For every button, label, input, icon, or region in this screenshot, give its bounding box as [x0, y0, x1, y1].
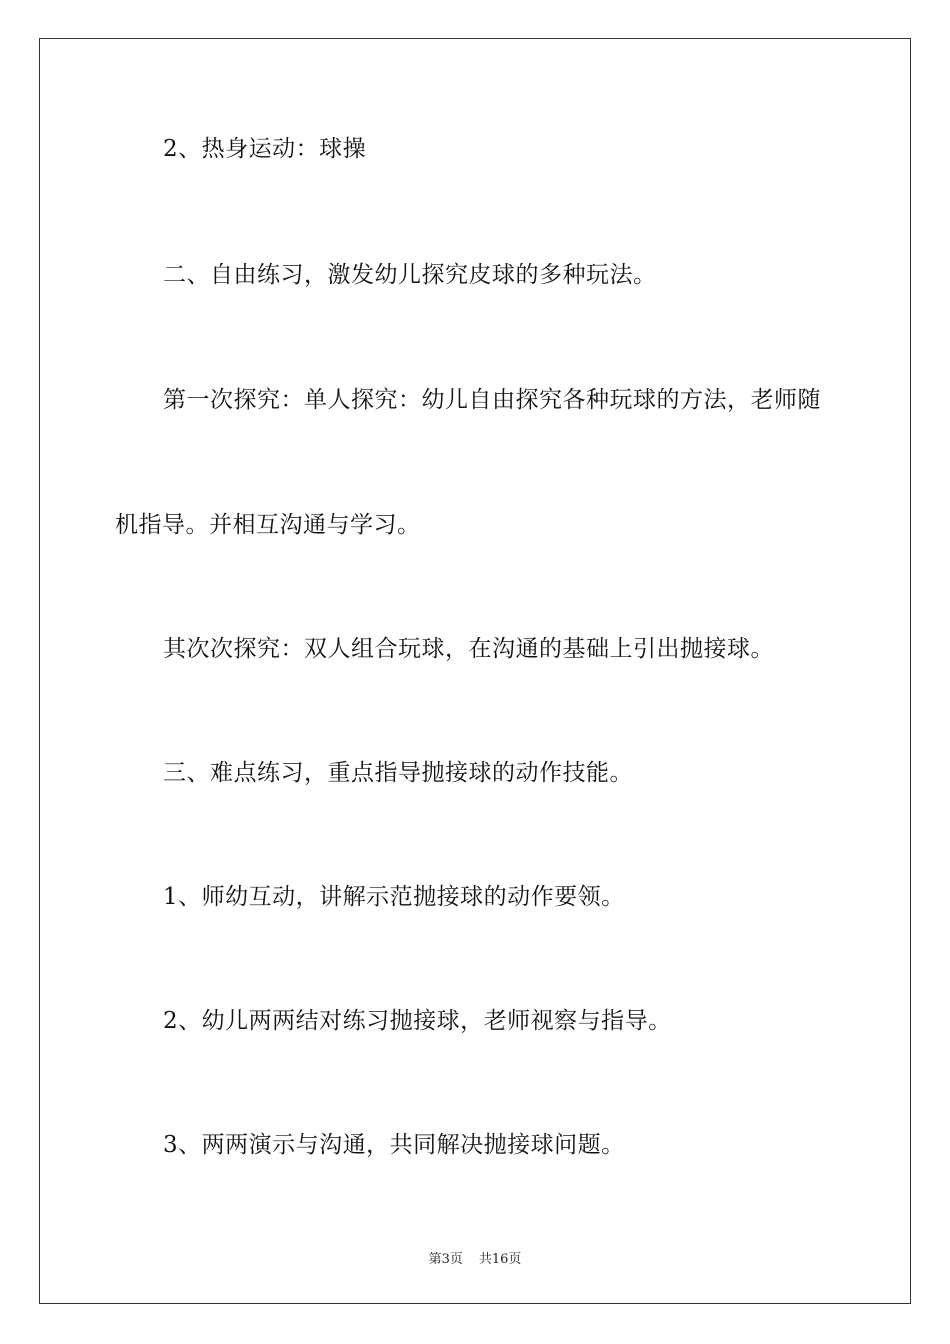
page-number: 第3页 — [428, 1252, 463, 1267]
paragraph-item-one: 1、师幼互动，讲解示范抛接球的动作要领。 — [163, 884, 625, 910]
paragraph-item-two: 2、幼儿两两结对练习抛接球，老师视察与指导。 — [163, 1008, 672, 1034]
paragraph-item-three: 3、两两演示与沟通，共同解决抛接球问题。 — [163, 1132, 625, 1158]
paragraph-section-two-heading: 二、自由练习，激发幼儿探究皮球的多种玩法。 — [163, 262, 657, 288]
paragraph-warmup: 2、热身运动：球操 — [163, 136, 367, 162]
paragraph-second-exploration: 其次次探究：双人组合玩球，在沟通的基础上引出抛接球。 — [163, 636, 774, 662]
page-footer — [0, 1248, 950, 1267]
paragraph-first-exploration-continued: 机指导。并相互沟通与学习。 — [115, 512, 421, 538]
page-border — [39, 38, 911, 1304]
paragraph-section-three-heading: 三、难点练习，重点指导抛接球的动作技能。 — [163, 760, 633, 786]
paragraph-first-exploration: 第一次探究：单人探究：幼儿自由探究各种玩球的方法，老师随 — [163, 387, 821, 413]
page-total: 共16页 — [478, 1252, 522, 1267]
